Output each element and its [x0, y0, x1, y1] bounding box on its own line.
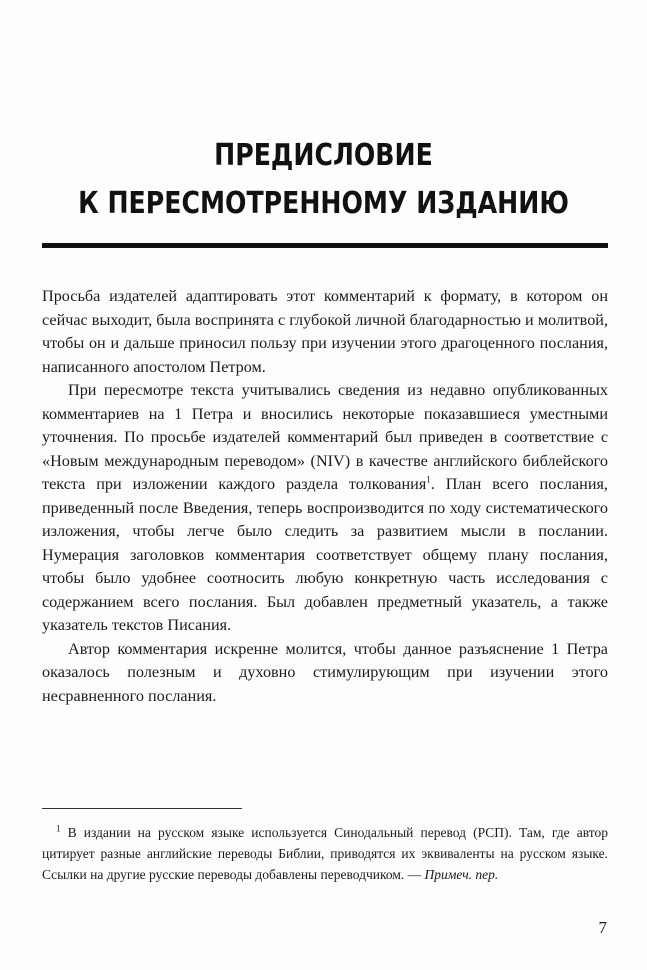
- chapter-title-line-2: К ПЕРЕСМОТРЕННОМУ ИЗДАНИЮ: [78, 186, 569, 221]
- footnote-divider: [42, 808, 242, 809]
- footnote-text: В издании на русском языке используется Синодальный перевод (РСП). Там, где автор цитирует разные английские переводы Библии, приводятся их эквиваленты на русском языке. Ссылки на другие русские переводы добавлены переводчиком. —: [42, 825, 608, 882]
- footnote-paragraph: [42, 822, 608, 885]
- main-text: [42, 285, 608, 708]
- paragraph-1: Просьба издателей адаптировать этот комментарий к формату, в котором он сейчас выходит, была воспринята с глубокой личной благодарностью и молитвой, чтобы он и дальше приносил пользу при изучении этого драгоценного послания, написанного апостолом Петром.: [42, 287, 608, 376]
- chapter-title-line-1: ПРЕДИСЛОВИЕ: [214, 138, 433, 173]
- paragraph-2-part-2: . План всего послания, приведенный после Введения, теперь воспроизводится по ходу систематического изложения, чтобы легче было следить за развитием мысли в послании. Нумерация заголовков комментария соответствует общему плану послания, чтобы было удобнее соотносить любую конкретную часть исследования с содержанием всего послания. Был добавлен предметный указатель, а также указатель текстов Писания.: [42, 475, 608, 634]
- footnote-translator-note: Примеч. пер.: [424, 867, 499, 882]
- paragraph-3: Автор комментария искренне молится, чтобы данное разъяснение 1 Петра оказалось полезным и духовно стимулирующим при изучении этого несравненного послания.: [42, 639, 608, 705]
- title-divider: [42, 243, 608, 248]
- page-number: 7: [598, 918, 607, 937]
- paragraph-2-part-1: При пересмотре текста учитывались сведения из недавно опубликованных комментариев на 1 Петра и вносились некоторые показавшиеся уместными уточнения. По просьбе издателей комментарий был приведен в соответствие с «Новым международным переводом» (NIV) в качестве английского библейского текста при изложении каждого раздела толкования: [42, 381, 608, 493]
- paragraph-2: [42, 379, 608, 638]
- footnote-mark: 1: [56, 823, 61, 834]
- chapter-title: [52, 132, 595, 228]
- footnote-reference[interactable]: 1: [426, 474, 431, 485]
- footnote: [42, 822, 608, 885]
